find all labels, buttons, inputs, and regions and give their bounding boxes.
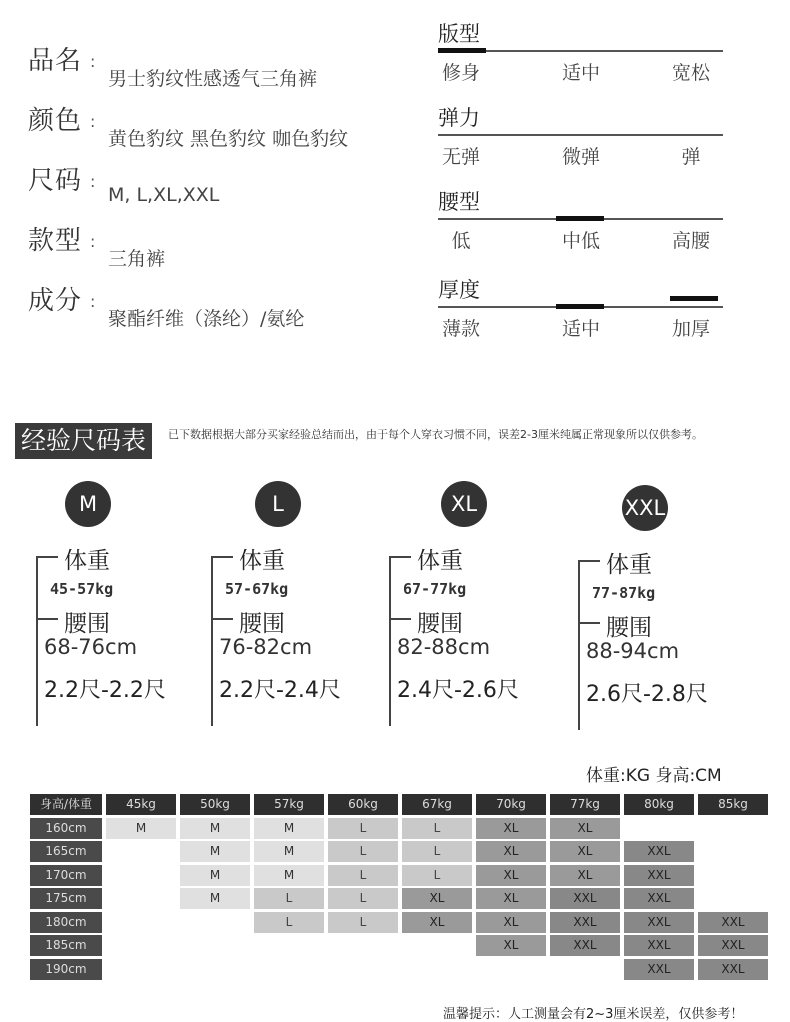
table-cell: M [180,888,250,909]
table-weight-header: 60kg [328,794,398,815]
card-waist-label: 腰围 [64,611,110,637]
attribute-option: 加厚 [671,318,710,340]
attribute-option: 适中 [561,62,600,84]
attribute-title: 厚度 [438,278,480,302]
info-colon: : [90,52,96,71]
table-cell: M [254,841,324,862]
info-label: 款型 [28,226,83,256]
table-weight-header: 85kg [698,794,768,815]
info-value: 黄色豹纹 黑色豹纹 咖色豹纹 [108,128,349,150]
attribute-option: 中低 [561,230,600,252]
info-colon: : [90,172,96,191]
attribute-option: 无弹 [441,146,480,168]
table-cell: L [402,865,472,886]
attribute-option: 低 [451,230,471,252]
table-cell: XL [402,888,472,909]
table-cell: L [328,865,398,886]
card-weight-value: 57-67kg [225,580,289,598]
table-cell: L [254,888,324,909]
info-label: 颜色 [28,106,83,136]
card-waist-cm: 82-88cm [397,635,491,659]
table-cell: XXL [550,935,620,956]
size-circle: M [65,481,111,527]
card-tick [578,560,600,562]
attribute-option: 薄款 [441,318,480,340]
card-weight-label: 体重 [64,548,110,574]
info-label: 品名 [28,46,83,76]
table-weight-header: 80kg [624,794,694,815]
table-cell: XXL [624,841,694,862]
table-height-header: 180cm [30,912,102,933]
card-waist-chi: 2.6尺-2.8尺 [586,682,708,707]
table-cell: L [328,912,398,933]
card-tick [211,556,233,558]
attribute-title: 版型 [438,22,480,46]
table-height-header: 170cm [30,865,102,886]
table-height-header: 175cm [30,888,102,909]
card-vertical-line [211,556,213,726]
size-circle: XXL [622,485,668,531]
card-waist-label: 腰围 [417,611,463,637]
attribute-option: 适中 [561,318,600,340]
table-weight-header: 57kg [254,794,324,815]
table-cell: M [180,818,250,839]
size-chart-note: 已下数据根据大部分买家经验总结而出，由于每个人穿衣习惯不同，误差2-3厘米纯属正常现象所以仅供参考。 [168,428,703,441]
table-cell: M [254,818,324,839]
info-value: 三角裤 [108,248,166,270]
attribute-option: 弹 [681,146,701,168]
table-cell: XXL [624,865,694,886]
attribute-title: 弹力 [438,106,480,130]
card-tick [211,618,233,620]
table-units: 体重:KG 身高:CM [586,766,722,786]
info-value: 聚酯纤维（涤纶）/氨纶 [108,308,305,330]
attribute-selected-marker [438,48,486,53]
attribute-selected-marker [556,216,604,221]
table-cell: L [328,818,398,839]
attribute-extra-marker [670,296,718,301]
attribute-option: 修身 [441,62,480,84]
card-waist-chi: 2.4尺-2.6尺 [397,678,519,703]
table-height-header: 190cm [30,959,102,980]
table-cell: XL [476,865,546,886]
table-cell: XXL [698,935,768,956]
table-weight-header: 45kg [106,794,176,815]
info-value: 男士豹纹性感透气三角裤 [108,68,318,90]
card-weight-label: 体重 [239,548,285,574]
table-cell: XXL [624,912,694,933]
size-circle: L [255,481,301,527]
card-waist-chi: 2.2尺-2.2尺 [44,678,166,703]
info-colon: : [90,292,96,311]
card-tick [36,618,58,620]
table-cell: L [254,912,324,933]
size-circle: XL [441,481,487,527]
table-cell: XL [476,818,546,839]
table-height-header: 185cm [30,935,102,956]
table-cell: M [106,818,176,839]
attribute-option: 微弹 [561,146,600,168]
table-cell: XXL [698,959,768,980]
table-cell: XL [476,841,546,862]
card-vertical-line [389,556,391,726]
table-cell: XL [550,818,620,839]
info-colon: : [90,232,96,251]
info-colon: : [90,112,96,131]
table-cell: XXL [550,912,620,933]
card-tick [389,556,411,558]
card-weight-value: 77-87kg [592,584,656,602]
table-corner: 身高/体重 [30,794,102,815]
attribute-option: 宽松 [671,62,710,84]
table-weight-header: 77kg [550,794,620,815]
card-waist-cm: 88-94cm [586,639,680,663]
table-cell: L [402,841,472,862]
table-cell: XL [476,935,546,956]
card-tick [389,618,411,620]
card-waist-chi: 2.2尺-2.4尺 [219,678,341,703]
table-weight-header: 67kg [402,794,472,815]
card-vertical-line [36,556,38,726]
table-cell: XL [476,888,546,909]
card-tick [578,622,600,624]
table-cell: M [180,865,250,886]
info-label: 成分 [28,286,83,316]
info-value: M, L,XL,XXL [108,184,220,206]
table-cell: XL [402,912,472,933]
table-cell: XL [550,841,620,862]
card-weight-value: 67-77kg [403,580,467,598]
footer-tip: 温馨提示：人工测量会有2~3厘米误差，仅供参考！ [443,1007,744,1022]
card-waist-label: 腰围 [606,615,652,641]
table-cell: M [180,841,250,862]
attribute-title: 腰型 [438,190,480,214]
card-weight-label: 体重 [417,548,463,574]
card-vertical-line [578,560,580,730]
table-cell: L [402,818,472,839]
table-height-header: 160cm [30,818,102,839]
table-cell: XXL [698,912,768,933]
table-cell: XL [476,912,546,933]
card-waist-cm: 76-82cm [219,635,313,659]
attribute-option: 高腰 [671,230,710,252]
card-tick [36,556,58,558]
table-cell: L [328,888,398,909]
table-height-header: 165cm [30,841,102,862]
card-weight-value: 45-57kg [50,580,114,598]
attribute-selected-marker [556,304,604,309]
info-label: 尺码 [28,166,83,196]
table-cell: XXL [624,888,694,909]
table-cell: L [328,841,398,862]
table-weight-header: 50kg [180,794,250,815]
table-cell: M [254,865,324,886]
table-cell: XXL [550,888,620,909]
table-cell: XXL [624,935,694,956]
size-chart-title: 经验尺码表 [15,423,152,459]
table-cell: XXL [624,959,694,980]
table-weight-header: 70kg [476,794,546,815]
card-waist-label: 腰围 [239,611,285,637]
card-weight-label: 体重 [606,552,652,578]
attribute-scale-line [438,134,723,136]
table-cell: XL [550,865,620,886]
card-waist-cm: 68-76cm [44,635,138,659]
